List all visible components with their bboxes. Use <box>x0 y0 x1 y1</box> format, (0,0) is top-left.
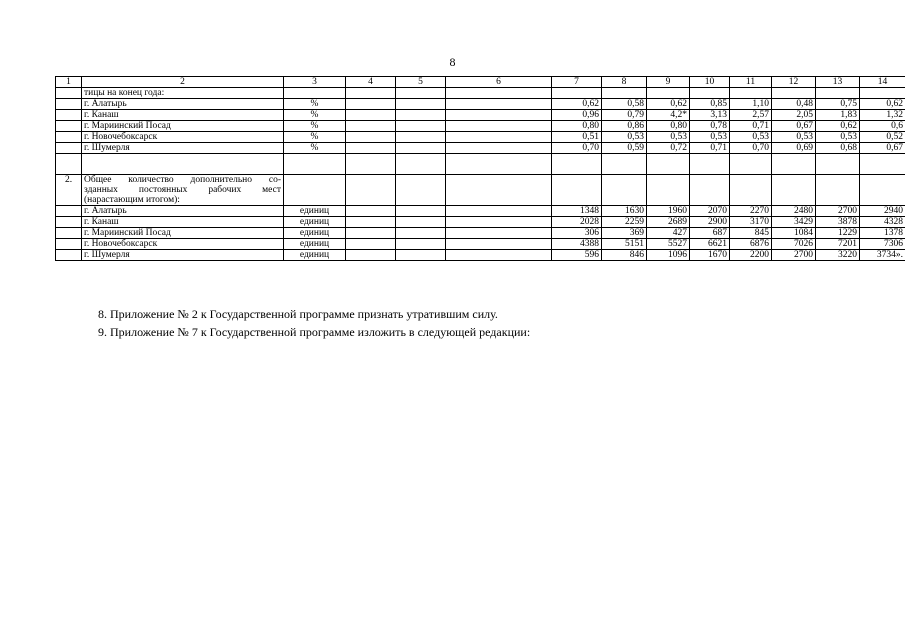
empty-cell <box>346 217 396 228</box>
table-row <box>56 143 905 154</box>
value-cell: 687 <box>690 228 730 239</box>
empty-cell <box>346 110 396 121</box>
city-name: г. Канаш <box>82 217 284 228</box>
table-row <box>56 99 905 110</box>
value-cell: 3734». <box>860 250 905 261</box>
city-name: г. Новочебоксарск <box>82 239 284 250</box>
empty-cell <box>396 175 446 206</box>
empty-cell <box>647 175 690 206</box>
value-cell: 0,59 <box>602 143 647 154</box>
empty-cell <box>690 154 730 175</box>
unit-cell: % <box>284 143 346 154</box>
empty-cell <box>396 132 446 143</box>
empty-cell <box>446 228 552 239</box>
value-cell: 427 <box>647 228 690 239</box>
empty-cell <box>446 99 552 110</box>
value-cell: 1,10 <box>730 99 772 110</box>
empty-cell <box>602 175 647 206</box>
value-cell: 846 <box>602 250 647 261</box>
value-cell: 2700 <box>772 250 816 261</box>
empty-cell <box>860 88 905 99</box>
value-cell: 0,51 <box>552 132 602 143</box>
section-number: 2. <box>56 175 82 206</box>
city-name: г. Мариинский Посад <box>82 121 284 132</box>
empty-cell <box>346 206 396 217</box>
empty-cell <box>396 250 446 261</box>
table-body <box>56 77 905 261</box>
value-cell: 845 <box>730 228 772 239</box>
empty-cell <box>730 175 772 206</box>
empty-cell <box>284 88 346 99</box>
empty-cell <box>56 239 82 250</box>
value-cell: 0,62 <box>816 121 860 132</box>
value-cell: 2,05 <box>772 110 816 121</box>
empty-cell <box>346 88 396 99</box>
empty-cell <box>56 154 82 175</box>
page-number: 8 <box>449 55 456 69</box>
value-cell: 0,6 <box>860 121 905 132</box>
column-header: 3 <box>284 77 346 88</box>
value-cell: 2270 <box>730 206 772 217</box>
table-row <box>56 239 905 250</box>
empty-cell <box>346 228 396 239</box>
empty-cell <box>56 121 82 132</box>
empty-cell <box>552 154 602 175</box>
value-cell: 596 <box>552 250 602 261</box>
empty-cell <box>346 143 396 154</box>
empty-cell <box>346 175 396 206</box>
indicator-name: тицы на конец года: <box>82 88 284 99</box>
column-header: 1 <box>56 77 82 88</box>
value-cell: 1,32 <box>860 110 905 121</box>
empty-cell <box>552 175 602 206</box>
value-cell: 4388 <box>552 239 602 250</box>
column-header: 4 <box>346 77 396 88</box>
value-cell: 0,80 <box>552 121 602 132</box>
value-cell: 0,67 <box>772 121 816 132</box>
column-header: 6 <box>446 77 552 88</box>
table-row <box>56 175 905 206</box>
value-cell: 7201 <box>816 239 860 250</box>
empty-cell <box>730 88 772 99</box>
city-name: г. Алатырь <box>82 99 284 110</box>
city-name: г. Канаш <box>82 110 284 121</box>
empty-cell <box>82 154 284 175</box>
value-cell: 5527 <box>647 239 690 250</box>
empty-cell <box>56 132 82 143</box>
table-row <box>56 132 905 143</box>
value-cell: 0,72 <box>647 143 690 154</box>
city-name: г. Мариинский Посад <box>82 228 284 239</box>
value-cell: 0,75 <box>816 99 860 110</box>
table-row <box>56 217 905 228</box>
value-cell: 1630 <box>602 206 647 217</box>
empty-cell <box>56 99 82 110</box>
unit-cell: единиц <box>284 239 346 250</box>
empty-cell <box>56 250 82 261</box>
empty-cell <box>346 250 396 261</box>
empty-cell <box>816 154 860 175</box>
table-row <box>56 250 905 261</box>
unit-cell: % <box>284 121 346 132</box>
unit-cell: единиц <box>284 228 346 239</box>
value-cell: 0,53 <box>772 132 816 143</box>
table-header-row <box>56 77 905 88</box>
unit-cell: единиц <box>284 250 346 261</box>
value-cell: 7306 <box>860 239 905 250</box>
empty-cell <box>816 175 860 206</box>
value-cell: 1084 <box>772 228 816 239</box>
empty-cell <box>284 154 346 175</box>
value-cell: 0,71 <box>690 143 730 154</box>
column-header: 13 <box>816 77 860 88</box>
empty-cell <box>396 239 446 250</box>
table-spacer-row <box>56 154 905 175</box>
empty-cell <box>446 143 552 154</box>
empty-cell <box>56 88 82 99</box>
value-cell: 1670 <box>690 250 730 261</box>
unit-cell: % <box>284 99 346 110</box>
empty-cell <box>396 154 446 175</box>
value-cell: 0,96 <box>552 110 602 121</box>
value-cell: 0,53 <box>602 132 647 143</box>
value-cell: 0,79 <box>602 110 647 121</box>
empty-cell <box>772 175 816 206</box>
empty-cell <box>446 217 552 228</box>
empty-cell <box>860 175 905 206</box>
city-name: г. Новочебоксарск <box>82 132 284 143</box>
column-header: 5 <box>396 77 446 88</box>
empty-cell <box>56 217 82 228</box>
column-header: 9 <box>647 77 690 88</box>
column-header: 2 <box>82 77 284 88</box>
table-row <box>56 110 905 121</box>
empty-cell <box>56 228 82 239</box>
city-name: г. Алатырь <box>82 206 284 217</box>
city-name: г. Шумерля <box>82 250 284 261</box>
value-cell: 6876 <box>730 239 772 250</box>
empty-cell <box>396 206 446 217</box>
empty-cell <box>396 99 446 110</box>
value-cell: 0,62 <box>552 99 602 110</box>
empty-cell <box>346 121 396 132</box>
empty-cell <box>284 175 346 206</box>
value-cell: 0,62 <box>647 99 690 110</box>
empty-cell <box>396 121 446 132</box>
table-row <box>56 206 905 217</box>
value-cell: 0,71 <box>730 121 772 132</box>
value-cell: 369 <box>602 228 647 239</box>
unit-cell: % <box>284 110 346 121</box>
value-cell: 0,48 <box>772 99 816 110</box>
value-cell: 2,57 <box>730 110 772 121</box>
empty-cell <box>446 88 552 99</box>
value-cell: 3170 <box>730 217 772 228</box>
value-cell: 7026 <box>772 239 816 250</box>
value-cell: 0,53 <box>816 132 860 143</box>
empty-cell <box>730 154 772 175</box>
value-cell: 4,2* <box>647 110 690 121</box>
value-cell: 0,53 <box>647 132 690 143</box>
value-cell: 0,58 <box>602 99 647 110</box>
empty-cell <box>446 110 552 121</box>
empty-cell <box>446 250 552 261</box>
value-cell: 0,62 <box>860 99 905 110</box>
unit-cell: % <box>284 132 346 143</box>
value-cell: 0,86 <box>602 121 647 132</box>
value-cell: 306 <box>552 228 602 239</box>
value-cell: 0,67 <box>860 143 905 154</box>
empty-cell <box>816 88 860 99</box>
paragraph-8: 8. Приложение № 2 к Государственной программе признать утратившим силу. <box>98 307 498 321</box>
empty-cell <box>56 110 82 121</box>
value-cell: 2700 <box>816 206 860 217</box>
value-cell: 2070 <box>690 206 730 217</box>
empty-cell <box>346 99 396 110</box>
value-cell: 5151 <box>602 239 647 250</box>
empty-cell <box>396 143 446 154</box>
column-header: 11 <box>730 77 772 88</box>
column-header: 8 <box>602 77 647 88</box>
value-cell: 3220 <box>816 250 860 261</box>
table-row <box>56 121 905 132</box>
value-cell: 2028 <box>552 217 602 228</box>
empty-cell <box>446 175 552 206</box>
empty-cell <box>346 154 396 175</box>
value-cell: 1229 <box>816 228 860 239</box>
empty-cell <box>396 228 446 239</box>
empty-cell <box>647 154 690 175</box>
value-cell: 2689 <box>647 217 690 228</box>
value-cell: 3429 <box>772 217 816 228</box>
empty-cell <box>56 206 82 217</box>
unit-cell: единиц <box>284 206 346 217</box>
indicator-name-line: зданных постоянных рабочих мест <box>84 185 281 195</box>
empty-cell <box>772 154 816 175</box>
empty-cell <box>446 206 552 217</box>
value-cell: 2259 <box>602 217 647 228</box>
indicator-name <box>82 175 284 206</box>
column-header: 14 <box>860 77 905 88</box>
value-cell: 0,52 <box>860 132 905 143</box>
value-cell: 1348 <box>552 206 602 217</box>
column-header: 10 <box>690 77 730 88</box>
value-cell: 3,13 <box>690 110 730 121</box>
empty-cell <box>446 132 552 143</box>
value-cell: 0,69 <box>772 143 816 154</box>
table-row <box>56 228 905 239</box>
empty-cell <box>602 88 647 99</box>
empty-cell <box>56 143 82 154</box>
value-cell: 0,53 <box>690 132 730 143</box>
indicators-table <box>55 76 905 261</box>
value-cell: 1378 <box>860 228 905 239</box>
empty-cell <box>396 88 446 99</box>
unit-cell: единиц <box>284 217 346 228</box>
empty-cell <box>446 121 552 132</box>
value-cell: 2940 <box>860 206 905 217</box>
value-cell: 1,83 <box>816 110 860 121</box>
value-cell: 3878 <box>816 217 860 228</box>
paragraph-9: 9. Приложение № 7 к Государственной программе изложить в следующей редакции: <box>98 325 531 339</box>
value-cell: 2200 <box>730 250 772 261</box>
column-header: 12 <box>772 77 816 88</box>
empty-cell <box>446 239 552 250</box>
empty-cell <box>446 154 552 175</box>
empty-cell <box>647 88 690 99</box>
empty-cell <box>552 88 602 99</box>
empty-cell <box>602 154 647 175</box>
empty-cell <box>396 110 446 121</box>
value-cell: 0,80 <box>647 121 690 132</box>
value-cell: 4328 <box>860 217 905 228</box>
value-cell: 2480 <box>772 206 816 217</box>
empty-cell <box>860 154 905 175</box>
value-cell: 0,85 <box>690 99 730 110</box>
table-row <box>56 88 905 99</box>
value-cell: 0,53 <box>730 132 772 143</box>
value-cell: 0,78 <box>690 121 730 132</box>
value-cell: 1960 <box>647 206 690 217</box>
empty-cell <box>346 239 396 250</box>
value-cell: 0,70 <box>730 143 772 154</box>
value-cell: 6621 <box>690 239 730 250</box>
indicator-name-line: (нарастающим итогом): <box>84 195 180 205</box>
indicator-name-line: Общее количество дополнительно со- <box>84 175 281 185</box>
value-cell: 1096 <box>647 250 690 261</box>
value-cell: 0,68 <box>816 143 860 154</box>
city-name: г. Шумерля <box>82 143 284 154</box>
empty-cell <box>690 175 730 206</box>
empty-cell <box>690 88 730 99</box>
value-cell: 0,70 <box>552 143 602 154</box>
column-header: 7 <box>552 77 602 88</box>
empty-cell <box>346 132 396 143</box>
empty-cell <box>396 217 446 228</box>
value-cell: 2900 <box>690 217 730 228</box>
empty-cell <box>772 88 816 99</box>
